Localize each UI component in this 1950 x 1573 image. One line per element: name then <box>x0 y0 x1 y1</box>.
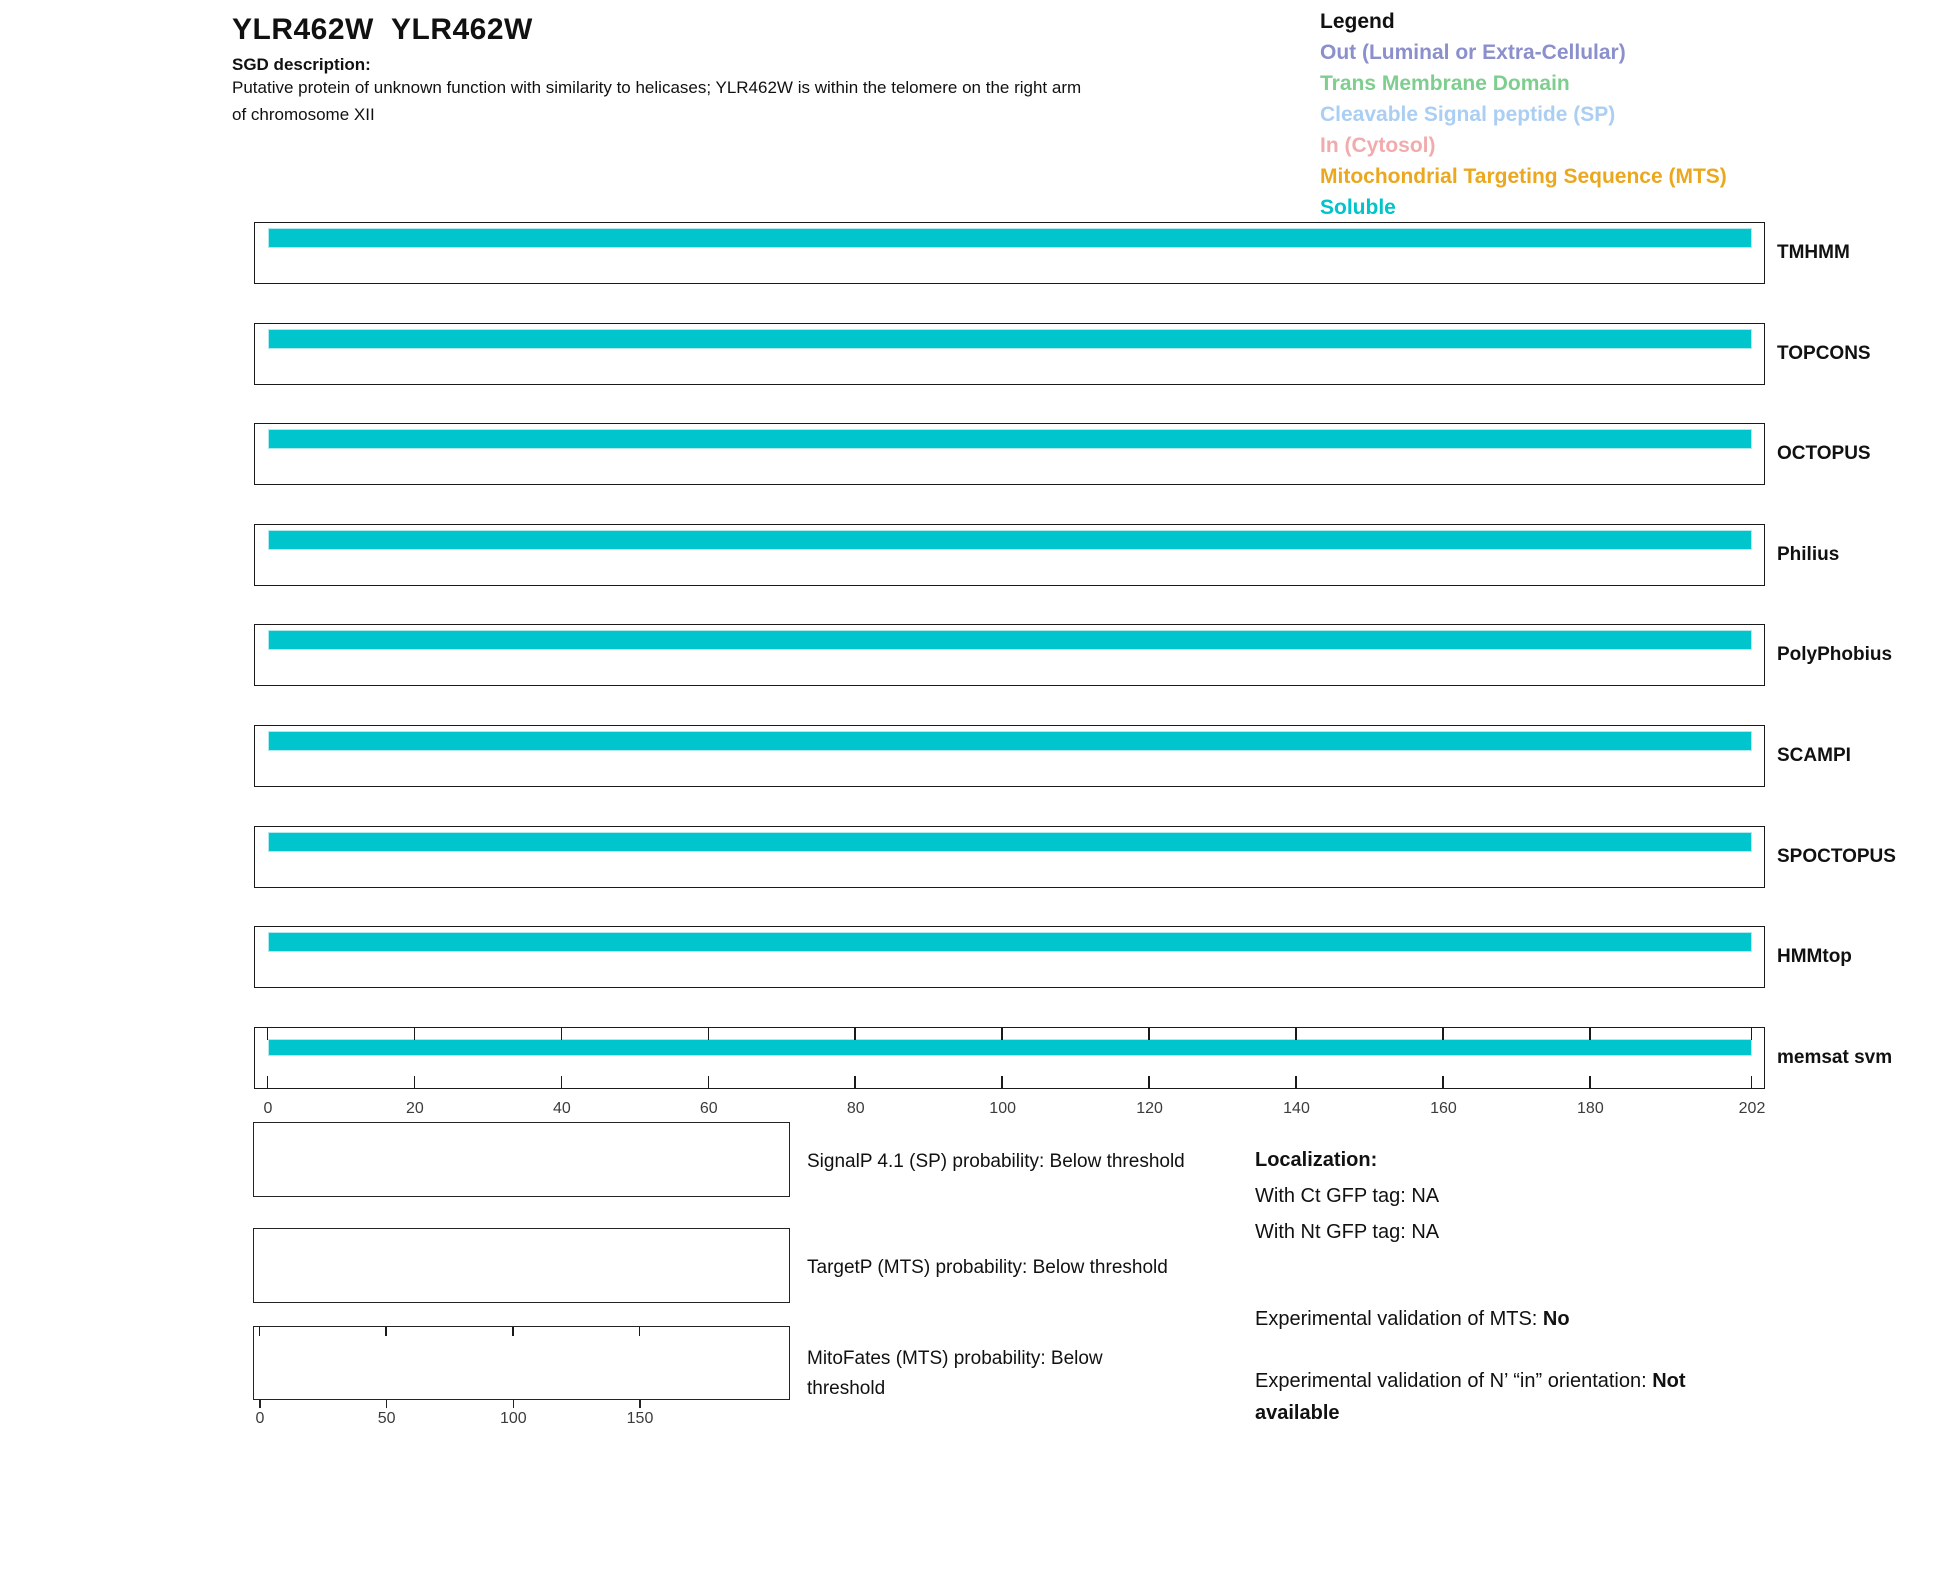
prediction-bar-soluble <box>268 832 1752 852</box>
sequence-tick <box>1589 1076 1591 1088</box>
sequence-tick <box>854 1028 856 1040</box>
x-axis-main <box>254 1100 1765 1124</box>
mts-validation-label: Experimental validation of MTS: <box>1255 1308 1538 1330</box>
legend-item-out: Out (Luminal or Extra-Cellular) <box>1320 41 1626 64</box>
sequence-tick <box>414 1076 416 1088</box>
prediction-bar-soluble <box>268 530 1752 550</box>
track-row <box>254 323 1871 385</box>
x-axis-tick-label: 60 <box>699 1100 718 1117</box>
sgd-description-text: Putative protein of unknown function with similarity to helicases; YLR462W is within the telomere on the right arm of chromosome XII <box>232 78 1082 124</box>
x-axis-tick-label: 0 <box>263 1100 273 1117</box>
mitofates-top-tick <box>259 1327 261 1336</box>
x-axis-tick-label: 202 <box>1738 1100 1766 1117</box>
mitofates-bottom-tick <box>386 1400 388 1408</box>
track-box <box>254 1027 1765 1089</box>
mitofates-label: MitoFates (MTS) probability: Below threshold <box>807 1348 1103 1399</box>
legend-item-soluble: Soluble <box>1320 196 1396 219</box>
track-row <box>254 524 1840 586</box>
sequence-tick <box>267 1076 269 1088</box>
track-label: memsat svm <box>1777 1047 1893 1068</box>
x-axis-tick-label: 140 <box>1283 1100 1310 1117</box>
track-box <box>254 725 1765 787</box>
x-axis-tick-label: 150 <box>626 1410 654 1427</box>
mts-validation-value: No <box>1542 1308 1570 1330</box>
sequence-tick <box>1001 1028 1003 1040</box>
track-label: HMMtop <box>1777 946 1852 967</box>
legend-item-signal-peptide: Cleavable Signal peptide (SP) <box>1320 103 1616 126</box>
prediction-bar-soluble <box>268 429 1752 449</box>
sequence-tick <box>854 1076 856 1088</box>
localization-title: Localization: <box>1255 1149 1378 1171</box>
track-label: TOPCONS <box>1777 343 1871 364</box>
track-box <box>254 826 1765 888</box>
track-box <box>254 926 1765 988</box>
mitofates-top-tick <box>385 1327 387 1336</box>
signalp-label: SignalP 4.1 (SP) probability: Below threshold <box>807 1151 1185 1172</box>
mitofates-bottom-tick <box>513 1400 515 1408</box>
track-row <box>254 725 1851 787</box>
prediction-bar-soluble <box>268 731 1752 751</box>
sequence-tick <box>414 1028 416 1040</box>
sequence-tick <box>708 1028 710 1040</box>
track-row <box>254 423 1871 485</box>
localization-nt-gfp: With Nt GFP tag: NA <box>1255 1221 1440 1243</box>
track-label: SCAMPI <box>1777 745 1851 766</box>
track-row <box>254 1027 1893 1089</box>
targetp-label: TargetP (MTS) probability: Below threshold <box>807 1257 1168 1278</box>
legend-item-mts: Mitochondrial Targeting Sequence (MTS) <box>1320 165 1727 188</box>
track-box <box>254 423 1765 485</box>
track-label: Philius <box>1777 544 1840 565</box>
mitofates-top-tick <box>639 1327 641 1336</box>
track-row <box>254 826 1896 888</box>
sequence-tick <box>561 1076 563 1088</box>
track-row <box>254 222 1850 284</box>
track-box <box>254 524 1765 586</box>
track-label: TMHMM <box>1777 242 1850 263</box>
sequence-tick <box>267 1028 269 1040</box>
mitofates-bottom-tick <box>259 1400 261 1408</box>
x-axis-tick-label: 20 <box>406 1100 424 1117</box>
sequence-tick <box>1442 1028 1444 1040</box>
orientation-validation-label: Experimental validation of N’ “in” orientation: <box>1255 1370 1647 1392</box>
x-axis-tick-label: 100 <box>499 1410 527 1427</box>
orientation-validation-value: Not available <box>1255 1370 1686 1424</box>
sgd-description-label: SGD description: <box>232 55 371 74</box>
x-axis-tick-label: 40 <box>552 1100 571 1117</box>
sequence-tick <box>1589 1028 1591 1040</box>
track-box <box>254 323 1765 385</box>
page-title: YLR462W YLR462W <box>232 13 533 46</box>
mitofates-bottom-tick <box>639 1400 641 1408</box>
sequence-tick <box>1295 1076 1297 1088</box>
x-axis-tick-label: 180 <box>1577 1100 1604 1117</box>
prediction-bar-soluble <box>268 630 1752 650</box>
orientation-validation-line <box>1255 1365 1750 1429</box>
x-axis-tick-label: 160 <box>1430 1100 1457 1117</box>
legend-item-trans-membrane: Trans Membrane Domain <box>1320 72 1570 95</box>
track-label: SPOCTOPUS <box>1777 846 1896 867</box>
track-row <box>254 624 1893 686</box>
x-axis-tick-label: 80 <box>846 1100 865 1117</box>
prediction-bar-soluble <box>268 228 1752 248</box>
prediction-bar-soluble <box>268 1039 1752 1056</box>
track-label: OCTOPUS <box>1777 443 1871 464</box>
x-axis-tick-label: 50 <box>377 1410 396 1427</box>
sequence-tick <box>1751 1076 1753 1088</box>
mitofates-plot-box <box>253 1326 790 1400</box>
track-box <box>254 624 1765 686</box>
track-box <box>254 222 1765 284</box>
x-axis-mitofates <box>253 1400 790 1434</box>
track-row <box>254 926 1852 988</box>
sequence-tick <box>561 1028 563 1040</box>
sequence-tick <box>1295 1028 1297 1040</box>
signalp-plot-box <box>253 1122 790 1197</box>
sequence-tick <box>1148 1076 1150 1088</box>
prediction-bar-soluble <box>268 932 1752 952</box>
localization-ct-gfp: With Ct GFP tag: NA <box>1255 1185 1440 1207</box>
mitofates-top-tick <box>512 1327 514 1336</box>
track-label: PolyPhobius <box>1777 644 1893 665</box>
sequence-tick <box>1148 1028 1150 1040</box>
x-axis-tick-label: 0 <box>255 1410 265 1427</box>
legend-item-in-cytosol: In (Cytosol) <box>1320 134 1436 157</box>
sequence-tick <box>1442 1076 1444 1088</box>
prediction-bar-soluble <box>268 329 1752 349</box>
sequence-tick <box>708 1076 710 1088</box>
x-axis-tick-label: 120 <box>1136 1100 1163 1117</box>
x-axis-tick-label: 100 <box>989 1100 1016 1117</box>
targetp-plot-box <box>253 1228 790 1303</box>
mts-validation-line <box>1255 1306 1570 1332</box>
legend <box>1320 6 1727 223</box>
sequence-tick <box>1751 1028 1753 1040</box>
legend-title: Legend <box>1320 10 1395 33</box>
sequence-tick <box>1001 1076 1003 1088</box>
